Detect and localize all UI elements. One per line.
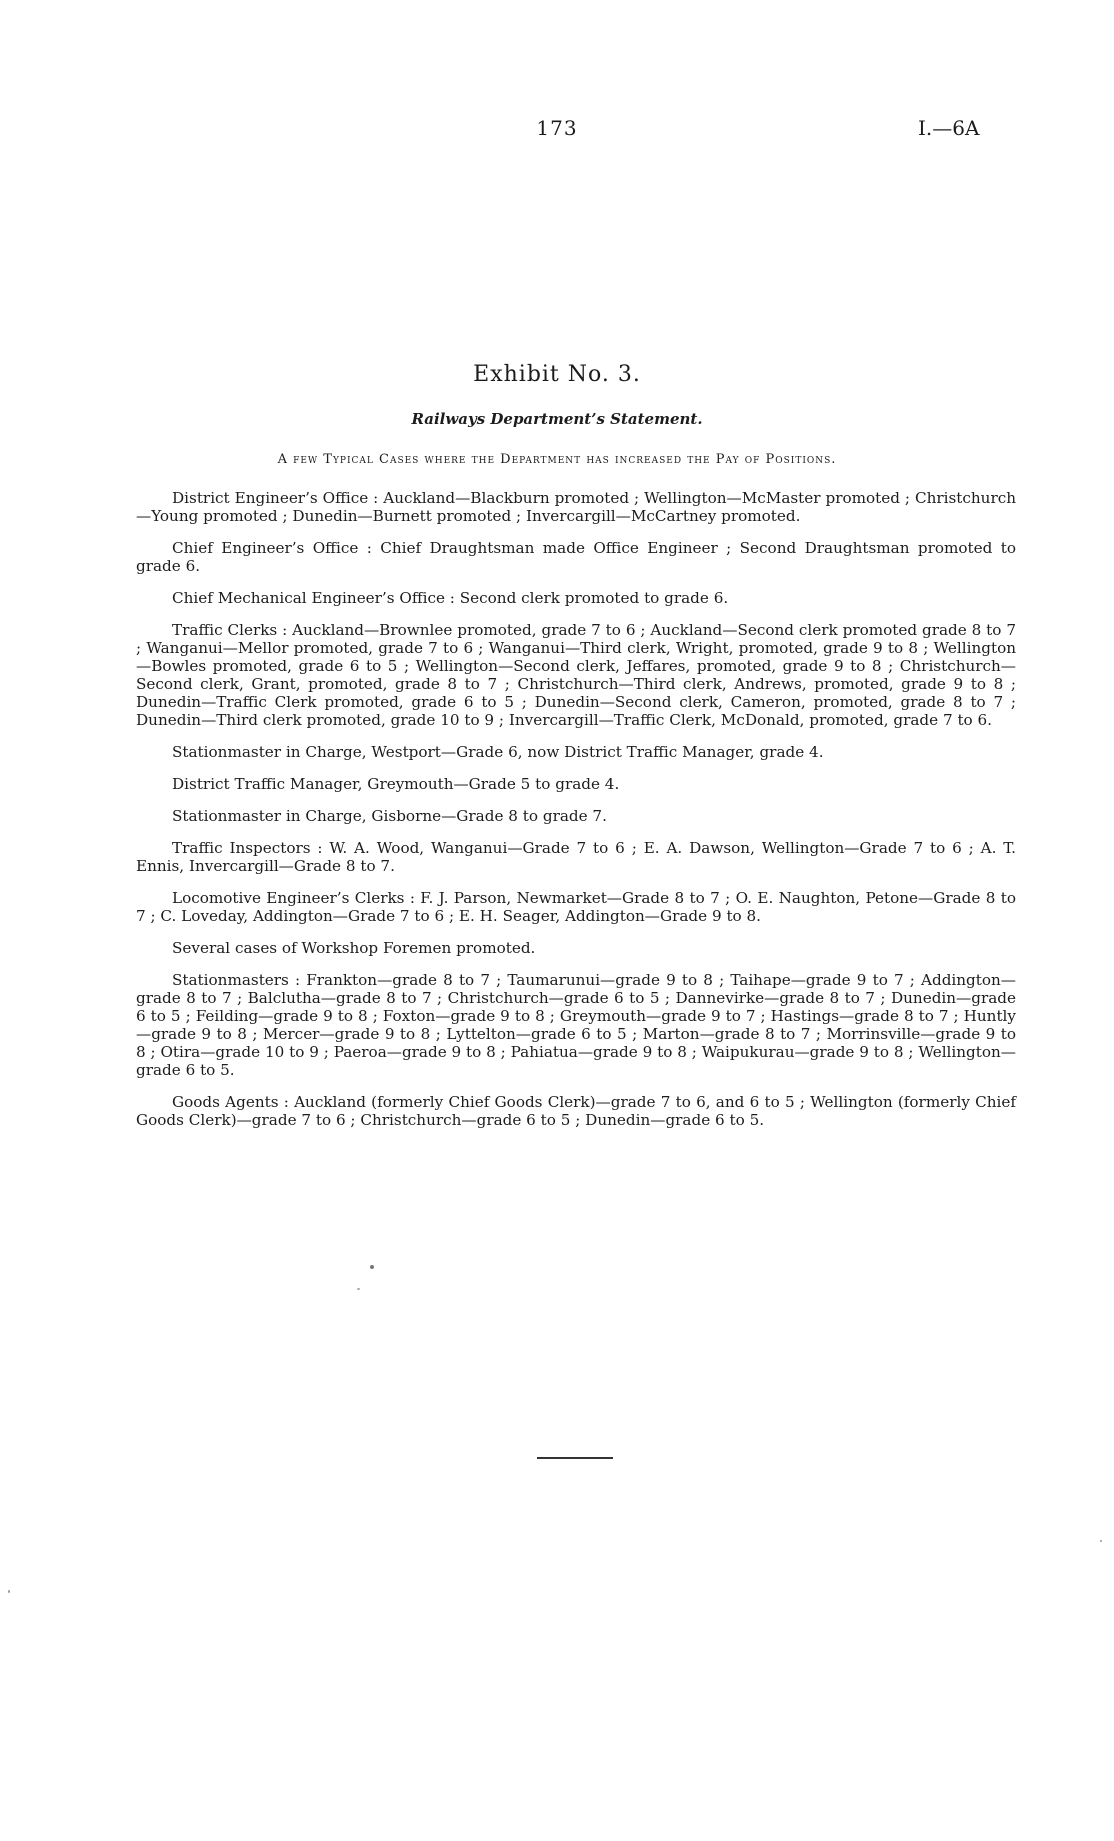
end-rule [537, 1457, 613, 1459]
scan-speck [8, 1590, 10, 1593]
section-heading: A few Typical Cases where the Department has increased the Pay of Positions. [277, 452, 837, 467]
scan-speck [370, 1265, 374, 1269]
paragraph-stationmaster-gisborne: Stationmaster in Charge, Gisborne—Grade 8 to grade 7. [172, 807, 607, 825]
scan-speck [357, 1288, 360, 1290]
paragraph-traffic-inspectors: Traffic Inspectors : W. A. Wood, Wanganui—Grade 7 to 6 ; E. A. Dawson, Wellington—Grade 7 to 6 ; A. T. Ennis, Invercargill—Grade 8 to 7. [136, 839, 1016, 875]
page-number: 173 [536, 116, 578, 140]
paper-reference: I.—6A [918, 116, 980, 140]
statement-title: Railways Department’s Statement. [411, 410, 703, 428]
paragraph-chief-mechanical-engineer: Chief Mechanical Engineer’s Office : Second clerk promoted to grade 6. [172, 589, 729, 607]
paragraph-goods-agents: Goods Agents : Auckland (formerly Chief Goods Clerk)—grade 7 to 6, and 6 to 5 ; Wellington (formerly Chief Goods Clerk)—grade 7 to 6 ; Christchurch—grade 6 to 5 ; Dunedin—grade 6 to 5. [136, 1093, 1016, 1129]
body-text [136, 489, 1016, 1143]
paragraph-locomotive-clerks: Locomotive Engineer’s Clerks : F. J. Parson, Newmarket—Grade 8 to 7 ; O. E. Naughton, Petone—Grade 8 to 7 ; C. Loveday, Addington—Grade 7 to 6 ; E. H. Seager, Addington—Grade 9 to 8. [136, 889, 1016, 925]
paragraph-district-engineer: District Engineer’s Office : Auckland—Blackburn promoted ; Wellington—McMaster promoted ; Christchurch—Young promoted ; Dunedin—Burnett promoted ; Invercargill—McCartney promoted. [136, 489, 1016, 525]
paragraph-chief-engineer: Chief Engineer’s Office : Chief Draughtsman made Office Engineer ; Second Draughtsman promoted to grade 6. [136, 539, 1016, 575]
paragraph-traffic-clerks: Traffic Clerks : Auckland—Brownlee promoted, grade 7 to 6 ; Auckland—Second clerk promoted grade 8 to 7 ; Wanganui—Mellor promoted, grade 7 to 6 ; Wanganui—Third clerk, Wright, promoted, grade 9 to 8 ; Wellington—Bowles promoted, grade 6 to 5 ; Wellington—Second clerk, Jeffares, promoted, grade 9 to 8 ; Christchurch—Second clerk, Grant, promoted, grade 8 to 7 ; Christchurch—Third clerk, Andrews, promoted, grade 9 to 8 ; Dunedin—Traffic Clerk promoted, grade 6 to 5 ; Dunedin—Second clerk, Cameron, promoted, grade 8 to 7 ; Dunedin—Third clerk promoted, grade 10 to 9 ; Invercargill—Traffic Clerk, McDonald, promoted, grade 7 to 6. [136, 621, 1016, 729]
paragraph-stationmaster-westport: Stationmaster in Charge, Westport—Grade 6, now District Traffic Manager, grade 4. [172, 743, 824, 761]
paragraph-district-traffic-manager: District Traffic Manager, Greymouth—Grade 5 to grade 4. [172, 775, 620, 793]
paragraph-stationmasters: Stationmasters : Frankton—grade 8 to 7 ; Taumarunui—grade 9 to 8 ; Taihape—grade 9 to 7 ; Addington—grade 8 to 7 ; Balclutha—grade 8 to 7 ; Christchurch—grade 6 to 5 ; Dannevirke—grade 8 to 7 ; Dunedin—grade 6 to 5 ; Feilding—grade 9 to 8 ; Foxton—grade 9 to 8 ; Greymouth—grade 9 to 7 ; Hastings—grade 8 to 7 ; Huntly—grade 9 to 8 ; Mercer—grade 9 to 8 ; Lyttelton—grade 6 to 5 ; Marton—grade 8 to 7 ; Morrinsville—grade 9 to 8 ; Otira—grade 10 to 9 ; Paeroa—grade 9 to 8 ; Pahiatua—grade 9 to 8 ; Waipukurau—grade 9 to 8 ; Wellington—grade 6 to 5. [136, 971, 1016, 1079]
scan-speck [1100, 1540, 1102, 1542]
paragraph-workshop-foremen: Several cases of Workshop Foremen promoted. [172, 939, 536, 957]
exhibit-title: Exhibit No. 3. [473, 362, 641, 387]
